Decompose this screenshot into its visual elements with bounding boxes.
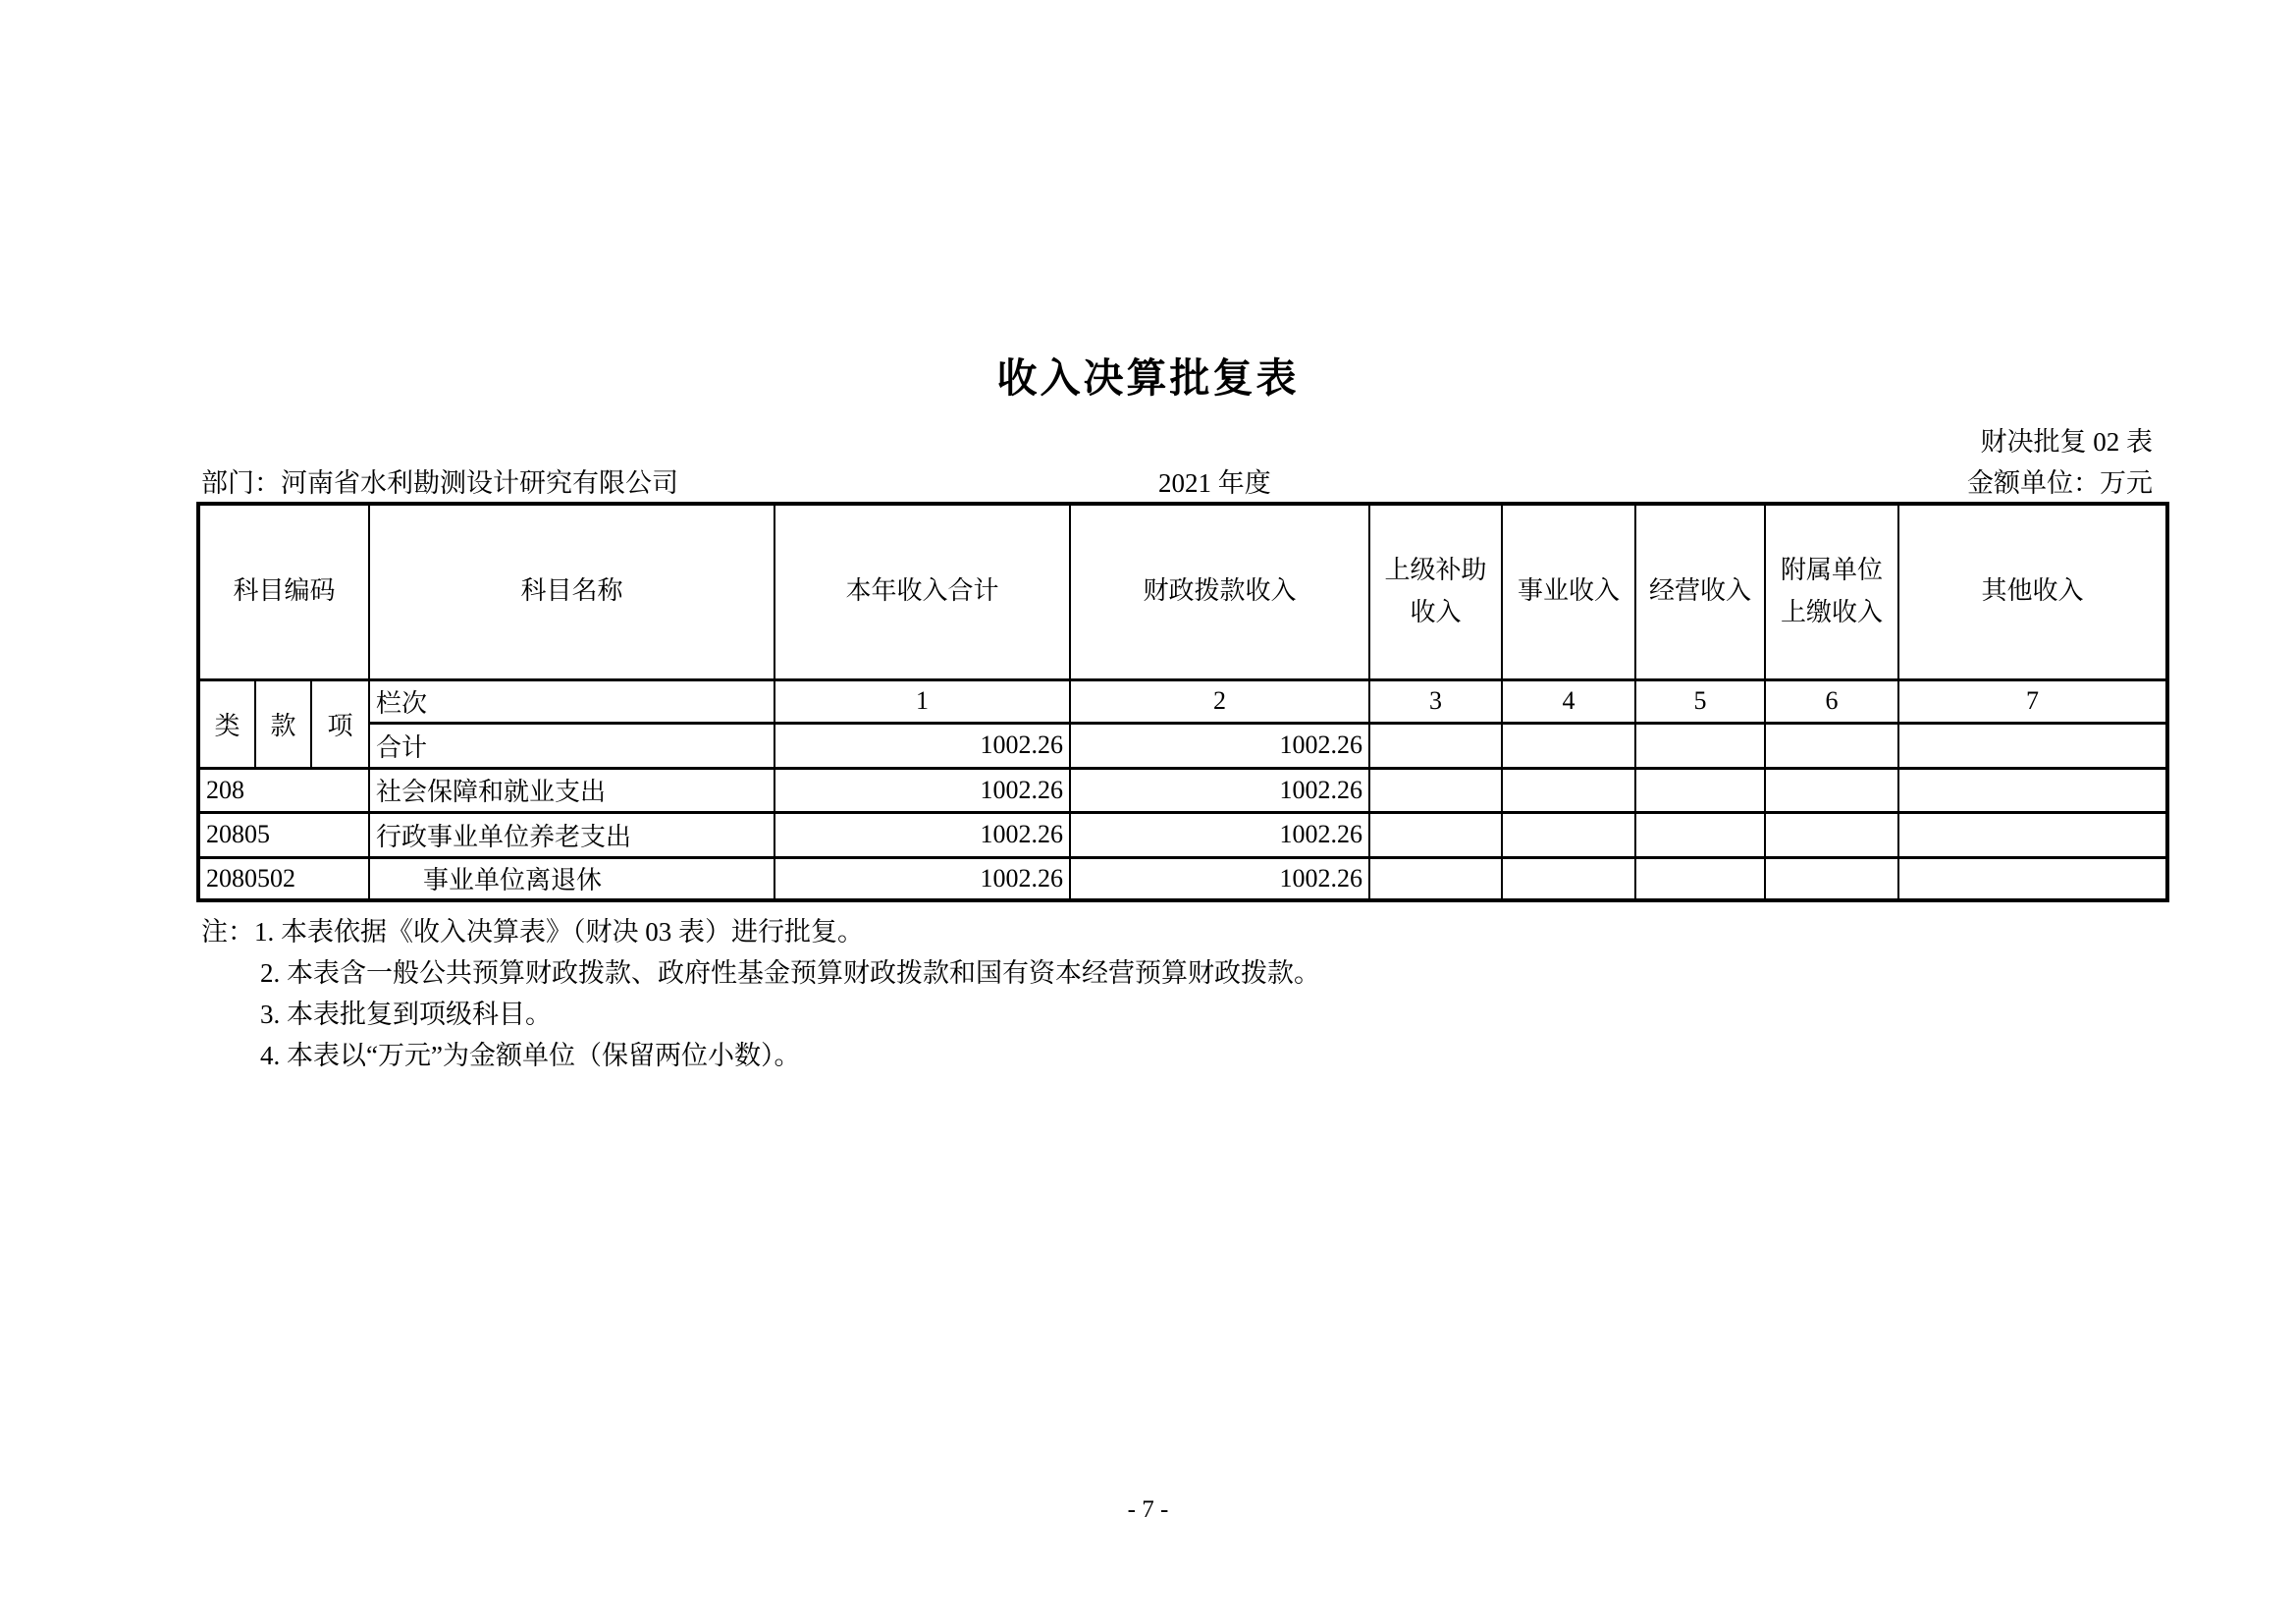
cell-other-income — [1898, 768, 2167, 812]
cell-affiliated-income — [1765, 768, 1898, 812]
col-number-6: 6 — [1765, 679, 1898, 723]
table-row-20805 — [198, 812, 2167, 857]
fiscal-year: 2021 年度 — [1158, 468, 1271, 498]
department-label: 部门：河南省水利勘测设计研究有限公司 — [201, 468, 678, 498]
cell-other-income — [1898, 723, 2167, 768]
cell-business-income — [1502, 812, 1635, 857]
sub-header-section: 款 — [255, 679, 311, 768]
cell-operating-income — [1635, 723, 1765, 768]
col-header-fiscal-appropriation-income: 财政拨款收入 — [1070, 504, 1369, 679]
col-header-total-income: 本年收入合计 — [774, 504, 1070, 679]
table-row-208 — [198, 768, 2167, 812]
cell-fiscal-income: 1002.26 — [1070, 768, 1369, 812]
page-number: - 7 - — [1127, 1496, 1169, 1523]
cell-affiliated-income — [1765, 723, 1898, 768]
cell-fiscal-income: 1002.26 — [1070, 857, 1369, 900]
col-header-subject-code: 科目编码 — [198, 504, 369, 679]
table-row-2080502 — [198, 857, 2167, 900]
table-row-total — [198, 723, 2167, 768]
row-code: 20805 — [198, 812, 369, 857]
cell-superior-subsidy — [1369, 857, 1502, 900]
cell-fiscal-income: 1002.26 — [1070, 723, 1369, 768]
cell-superior-subsidy — [1369, 812, 1502, 857]
cell-other-income — [1898, 857, 2167, 900]
cell-affiliated-income — [1765, 812, 1898, 857]
note-line-3: 3. 本表批复到项级科目。 — [260, 1000, 552, 1029]
row-name: 行政事业单位养老支出 — [369, 812, 774, 857]
cell-total-income: 1002.26 — [774, 723, 1070, 768]
cell-other-income — [1898, 812, 2167, 857]
column-index-label: 栏次 — [369, 679, 774, 723]
row-name: 事业单位离退休 — [369, 857, 774, 900]
cell-business-income — [1502, 723, 1635, 768]
col-number-3: 3 — [1369, 679, 1502, 723]
row-code: 2080502 — [198, 857, 369, 900]
page-title: 收入决算批复表 — [996, 355, 1300, 401]
col-header-affiliated-unit-income: 附属单位上缴收入 — [1765, 504, 1898, 679]
footnotes — [201, 911, 1320, 1076]
cell-total-income: 1002.26 — [774, 857, 1070, 900]
col-number-4: 4 — [1502, 679, 1635, 723]
cell-total-income: 1002.26 — [774, 812, 1070, 857]
amount-unit: 金额单位：万元 — [1967, 468, 2153, 498]
col-number-2: 2 — [1070, 679, 1369, 723]
note-line-2: 2. 本表含一般公共预算财政拨款、政府性基金预算财政拨款和国有资本经营预算财政拨款。 — [260, 958, 1320, 988]
row-code: 208 — [198, 768, 369, 812]
col-header-other-income: 其他收入 — [1898, 504, 2167, 679]
note-line-1: 注：1. 本表依据《收入决算表》（财决 03 表）进行批复。 — [201, 917, 864, 947]
sub-header-item: 项 — [311, 679, 369, 768]
table-header-row — [198, 504, 2167, 679]
col-number-1: 1 — [774, 679, 1070, 723]
col-header-operating-income: 经营收入 — [1635, 504, 1765, 679]
col-header-subject-name: 科目名称 — [369, 504, 774, 679]
cell-operating-income — [1635, 768, 1765, 812]
cell-affiliated-income — [1765, 857, 1898, 900]
cell-operating-income — [1635, 812, 1765, 857]
row-name: 合计 — [369, 723, 774, 768]
cell-total-income: 1002.26 — [774, 768, 1070, 812]
cell-superior-subsidy — [1369, 723, 1502, 768]
cell-business-income — [1502, 857, 1635, 900]
form-code: 财决批复 02 表 — [1980, 427, 2153, 457]
col-number-7: 7 — [1898, 679, 2167, 723]
row-name: 社会保障和就业支出 — [369, 768, 774, 812]
cell-superior-subsidy — [1369, 768, 1502, 812]
column-index-row — [198, 679, 2167, 723]
income-approval-table — [196, 502, 2169, 902]
cell-fiscal-income: 1002.26 — [1070, 812, 1369, 857]
col-number-5: 5 — [1635, 679, 1765, 723]
note-line-4: 4. 本表以“万元”为金额单位（保留两位小数）。 — [260, 1041, 801, 1070]
col-header-business-income: 事业收入 — [1502, 504, 1635, 679]
cell-operating-income — [1635, 857, 1765, 900]
col-header-superior-subsidy-income: 上级补助收入 — [1369, 504, 1502, 679]
cell-business-income — [1502, 768, 1635, 812]
sub-header-class: 类 — [198, 679, 255, 768]
